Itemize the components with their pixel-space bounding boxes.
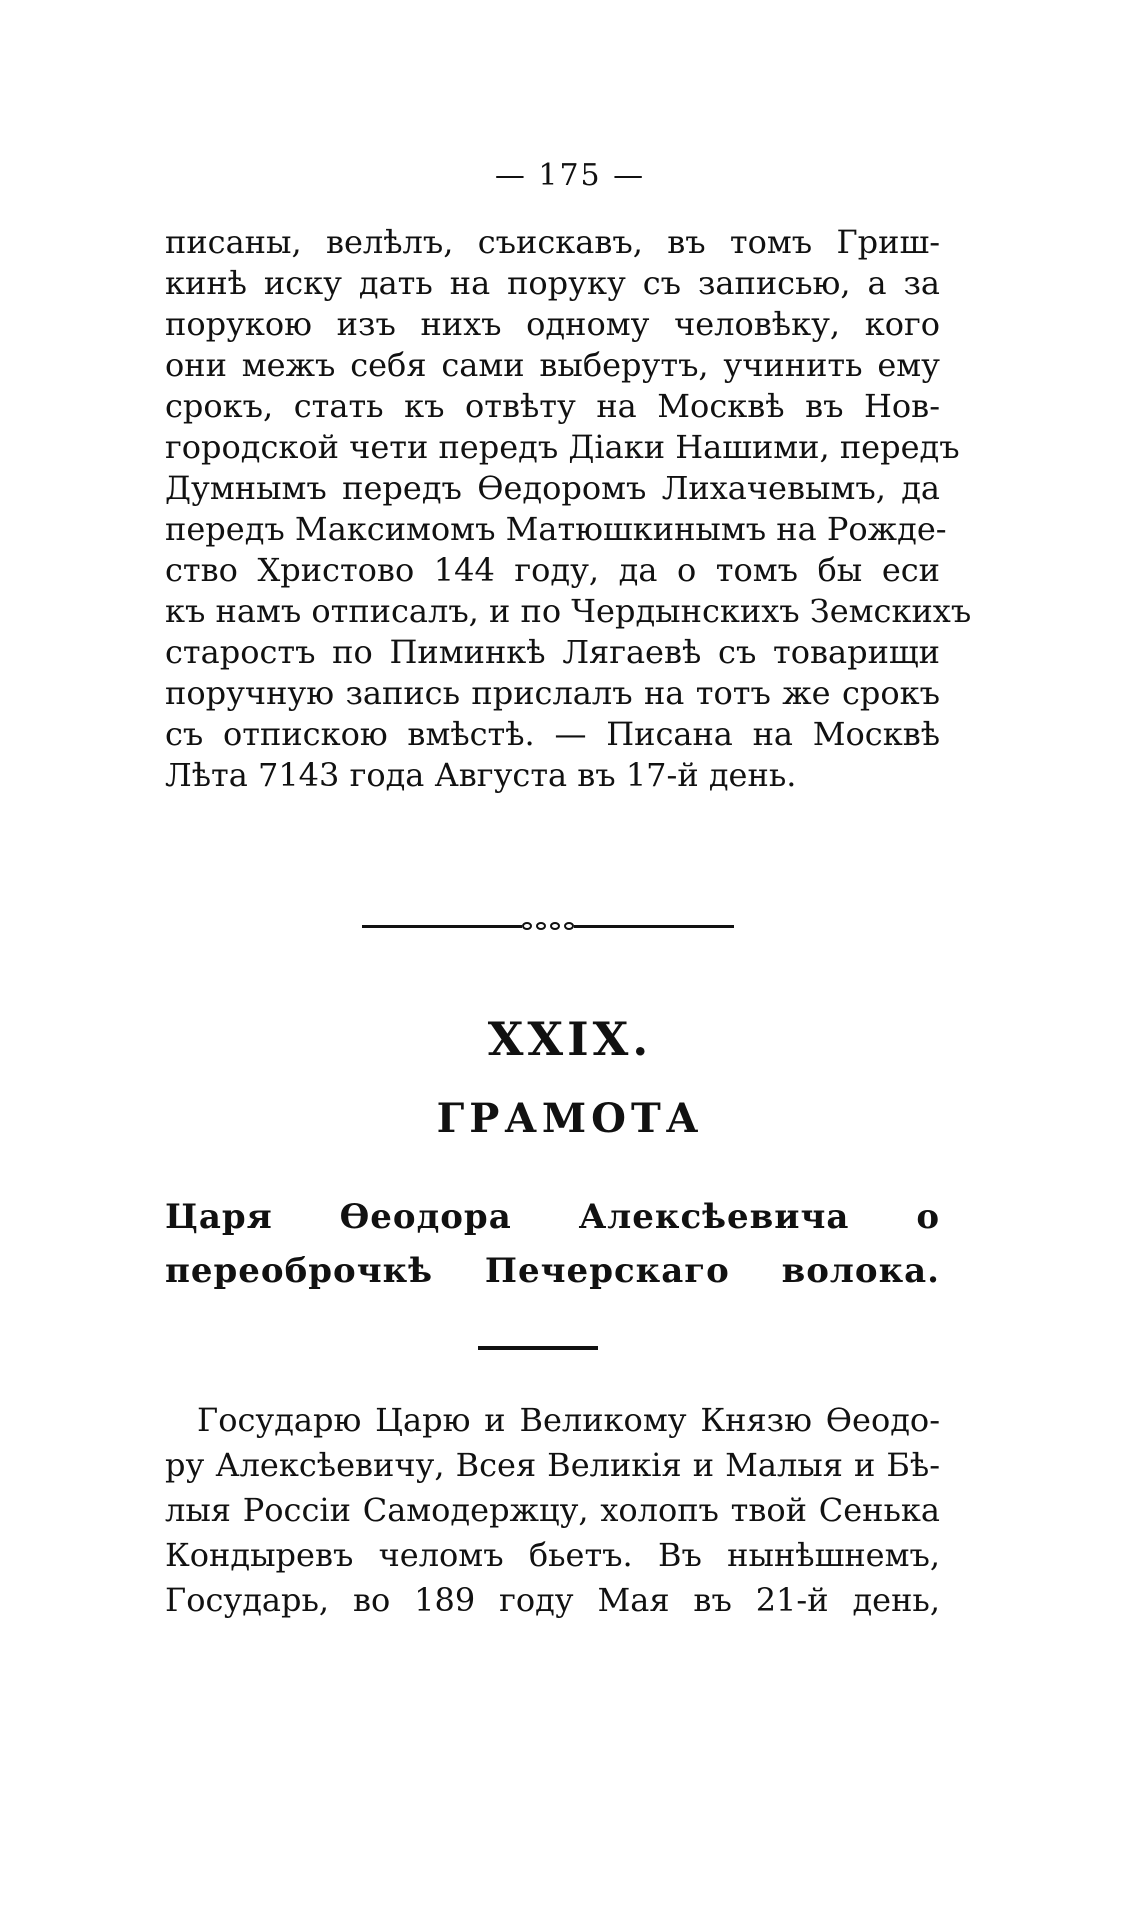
bead-icon — [522, 922, 532, 930]
text-line: Думнымъ передъ Ѳедоромъ Лихачевымъ, да — [165, 469, 940, 507]
text-line: кинѣ иску дать на поруку съ записью, а за — [165, 264, 940, 302]
text-line: Кондыревъ челомъ бьетъ. Въ нынѣшнемъ, — [165, 1536, 940, 1574]
text-line: лыя Россiи Самодержцу, холопъ твой Сенька — [165, 1491, 940, 1529]
text-line: Лѣта 7143 года Августа въ 17-й день. — [165, 756, 797, 794]
section-number: XXIX. — [487, 1012, 653, 1066]
divider-bar-right — [574, 925, 734, 928]
document-heading: ГРАМОТА — [436, 1095, 704, 1142]
divider-bar-left — [362, 925, 522, 928]
text-line: Государь, во 189 году Мая въ 21-й день, — [165, 1581, 940, 1619]
text-line: Государю Царю и Великому Князю Ѳеодо- — [197, 1401, 940, 1439]
top-paragraph — [165, 222, 972, 796]
subtitle-line: переоброчкѣ Печерскаго волока. — [165, 1251, 940, 1291]
text-line: старостъ по Пиминкѣ Лягаевѣ съ товарищи — [165, 633, 940, 671]
text-line: ство Христово 144 году, да о томъ бы еси — [165, 551, 940, 589]
text-line: къ намъ отписалъ, и по Чердынскихъ Земскихъ — [165, 592, 972, 630]
page-number: — 175 — — [494, 158, 646, 193]
text-line: городской чети передъ Дiаки Нашими, передъ — [165, 428, 960, 466]
text-line: поручную запись прислалъ на тотъ же срокъ — [165, 674, 940, 712]
text-line: они межъ себя сами выберутъ, учинить ему — [165, 346, 940, 384]
bottom-paragraph — [165, 1398, 940, 1623]
short-rule — [478, 1346, 598, 1350]
divider-beads — [522, 920, 574, 932]
text-line: срокъ, стать къ отвѣту на Москвѣ въ Нов- — [165, 387, 940, 425]
text-line: писаны, велѣлъ, съискавъ, въ томъ Гриш- — [165, 223, 940, 261]
bead-icon — [550, 922, 560, 930]
document-subtitle — [165, 1190, 940, 1298]
text-line: передъ Максимомъ Матюшкинымъ на Рожде- — [165, 510, 947, 548]
subtitle-line: Царя Ѳеодора Алексѣевича о — [165, 1197, 940, 1237]
bead-icon — [564, 922, 574, 930]
text-line: ру Алексѣевичу, Всея Великiя и Малыя и Бѣ- — [165, 1446, 940, 1484]
text-line: порукою изъ нихъ одному человѣку, кого — [165, 305, 940, 343]
bead-icon — [536, 922, 546, 930]
text-line: съ отпискою вмѣстѣ. — Писана на Москвѣ — [165, 715, 940, 753]
ornamental-divider — [362, 920, 734, 932]
